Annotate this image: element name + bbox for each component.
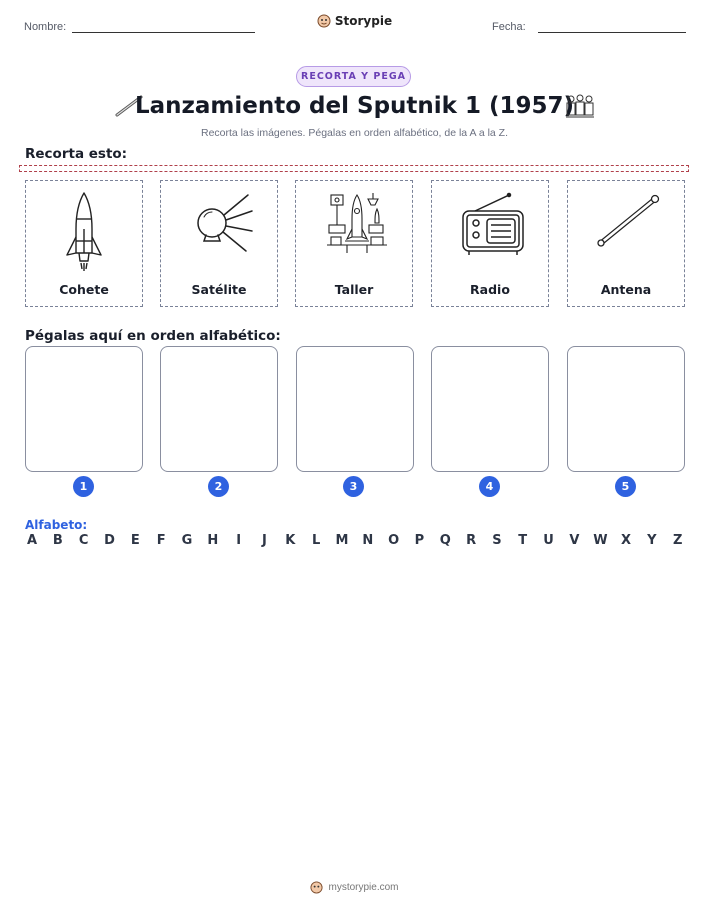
footer-url[interactable]: mystorypie.com [328, 882, 399, 893]
alphabet-letter: Z [672, 533, 683, 548]
satellite-icon [190, 189, 254, 259]
alphabet-letter: L [311, 533, 321, 548]
alphabet-letter: G [181, 533, 193, 548]
alphabet-row [25, 533, 685, 548]
card-label: Cohete [59, 282, 109, 297]
paste-slot-5[interactable] [567, 346, 685, 472]
alphabet-letter: D [104, 533, 115, 548]
alphabet-title: Alfabeto: [25, 518, 88, 532]
brand-logo [0, 14, 709, 28]
name-label: Nombre: [24, 21, 67, 33]
alphabet-letter: M [335, 533, 349, 548]
alphabet-letter: P [414, 533, 425, 548]
activity-badge: RECORTA Y PEGA [296, 66, 411, 87]
alphabet-letter: I [236, 533, 242, 548]
radio-icon [461, 189, 525, 259]
alphabet-letter: J [262, 533, 267, 548]
alphabet-letter: X [621, 533, 632, 548]
alphabet-letter: Q [439, 533, 451, 548]
cut-section-label: Recorta esto: [25, 146, 128, 162]
brand-name: Storypie [334, 14, 393, 28]
slot-number-1: 1 [73, 476, 94, 497]
cut-card-radio[interactable] [431, 180, 549, 307]
cut-card-cohete[interactable] [25, 180, 143, 307]
cut-line [19, 165, 689, 172]
storypie-mascot-icon [317, 14, 331, 28]
alphabet-letter: Y [647, 533, 657, 548]
card-label: Radio [470, 282, 510, 297]
name-line[interactable] [72, 32, 255, 33]
card-label: Taller [334, 282, 374, 297]
cut-card-antena[interactable] [567, 180, 685, 307]
paste-slot-2[interactable] [160, 346, 278, 472]
rocket-icon [55, 189, 113, 275]
cut-card-satelite[interactable] [160, 180, 278, 307]
alphabet-letter: V [569, 533, 580, 548]
alphabet-letter: T [518, 533, 528, 548]
alphabet-letter: B [52, 533, 63, 548]
instructions: Recorta las imágenes. Pégalas en orden alfabético, de la A a la Z. [200, 127, 509, 139]
alphabet-letter: W [593, 533, 608, 548]
paste-section-label: Pégalas aquí en orden alfabético: [25, 328, 281, 344]
crowd-icon [565, 93, 595, 119]
paste-slot-1[interactable] [25, 346, 143, 472]
slot-number-4: 4 [479, 476, 500, 497]
card-label: Antena [600, 282, 652, 297]
antenna-icon [597, 189, 661, 259]
alphabet-letter: F [156, 533, 166, 548]
workshop-icon [325, 189, 389, 259]
alphabet-letter: S [492, 533, 502, 548]
footer [0, 881, 709, 894]
alphabet-letter: E [130, 533, 140, 548]
card-label: Satélite [191, 282, 247, 297]
paste-slot-4[interactable] [431, 346, 549, 472]
alphabet-letter: C [78, 533, 89, 548]
alphabet-letter: N [362, 533, 374, 548]
slot-number-2: 2 [208, 476, 229, 497]
date-line[interactable] [538, 32, 686, 33]
slot-number-3: 3 [343, 476, 364, 497]
date-label: Fecha: [492, 21, 526, 33]
cut-card-taller[interactable] [295, 180, 413, 307]
paste-slot-3[interactable] [296, 346, 414, 472]
alphabet-letter: R [466, 533, 477, 548]
alphabet-letter: K [285, 533, 296, 548]
alphabet-letter: U [543, 533, 554, 548]
slot-number-5: 5 [615, 476, 636, 497]
storypie-mascot-icon [310, 881, 323, 894]
alphabet-letter: A [26, 533, 38, 548]
alphabet-letter: O [388, 533, 400, 548]
alphabet-letter: H [207, 533, 219, 548]
page-title: Lanzamiento del Sputnik 1 (1957) [134, 93, 575, 119]
